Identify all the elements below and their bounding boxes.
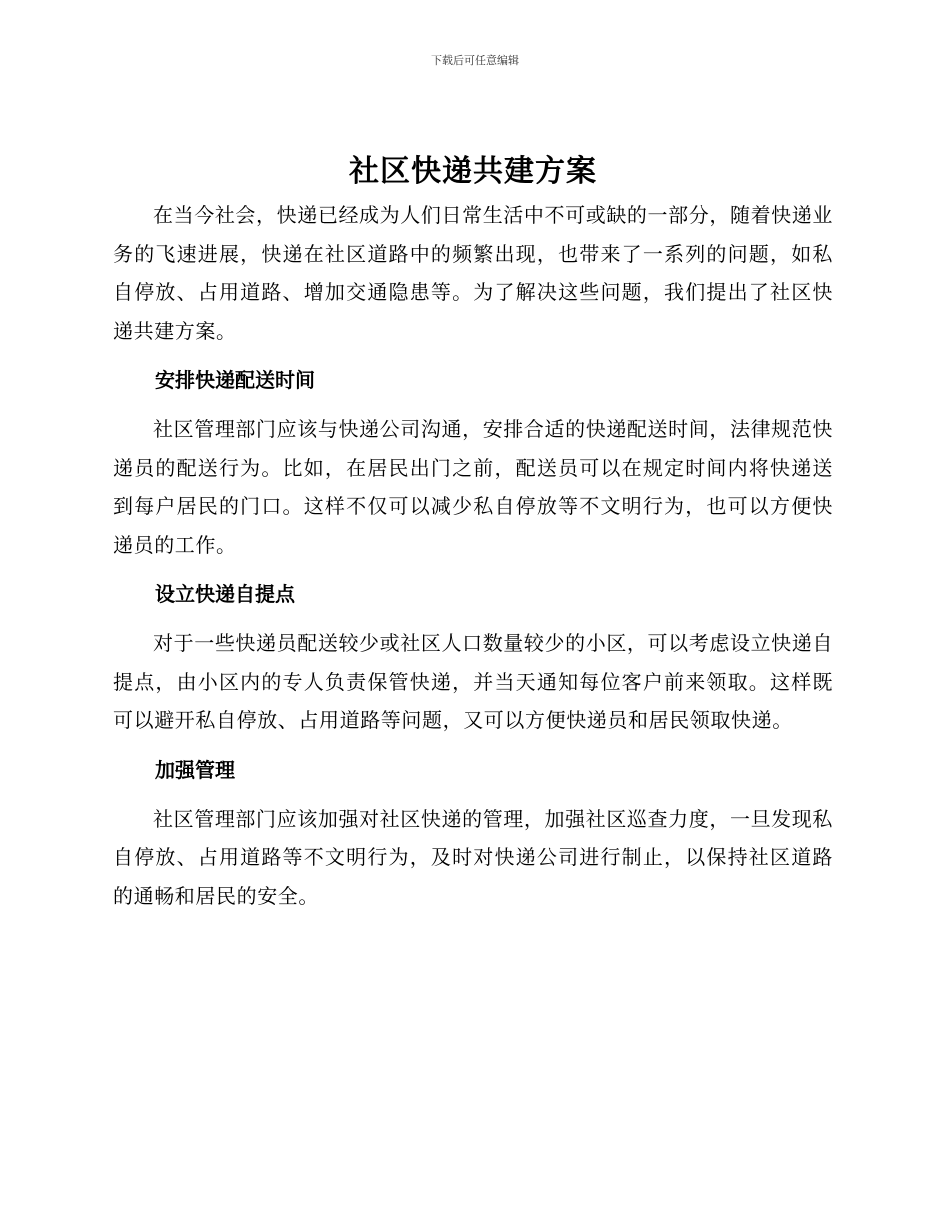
section-pickup-point [113,580,833,740]
intro-paragraph: 在当今社会，快递已经成为人们日常生活中不可或缺的一部分，随着快递业务的飞速进展，快递在社区道路中的频繁出现，也带来了一系列的问题，如私自停放、占用道路、增加交通隐患等。为了解决这些问题，我们提出了社区快递共建方案。 [113,203,833,343]
section-paragraph: 对于一些快递员配送较少或社区人口数量较少的小区，可以考虑设立快递自提点，由小区内的专人负责保管快递，并当天通知每位客户前来领取。这样既可以避开私自停放、占用道路等问题，又可以方便快递员和居民领取快递。 [113,631,833,732]
page-header: 下载后可任意编辑 [431,54,519,67]
document-title: 社区快递共建方案 [349,154,597,189]
section-heading: 设立快递自提点 [155,582,295,606]
section-delivery-time [113,366,833,564]
section-management [113,756,833,916]
section-heading: 安排快递配送时间 [155,368,315,392]
section-paragraph: 社区管理部门应该与快递公司沟通，安排合适的快递配送时间，法律规范快递员的配送行为。比如，在居民出门之前，配送员可以在规定时间内将快递送到每户居民的门口。这样不仅可以减少私自停放等不文明行为，也可以方便快递员的工作。 [113,417,833,557]
document-body [113,150,833,929]
section-heading: 加强管理 [155,757,235,782]
section-paragraph: 社区管理部门应该加强对社区快递的管理，加强社区巡查力度，一旦发现私自停放、占用道路等不文明行为，及时对快递公司进行制止，以保持社区道路的通畅和居民的安全。 [113,806,833,908]
